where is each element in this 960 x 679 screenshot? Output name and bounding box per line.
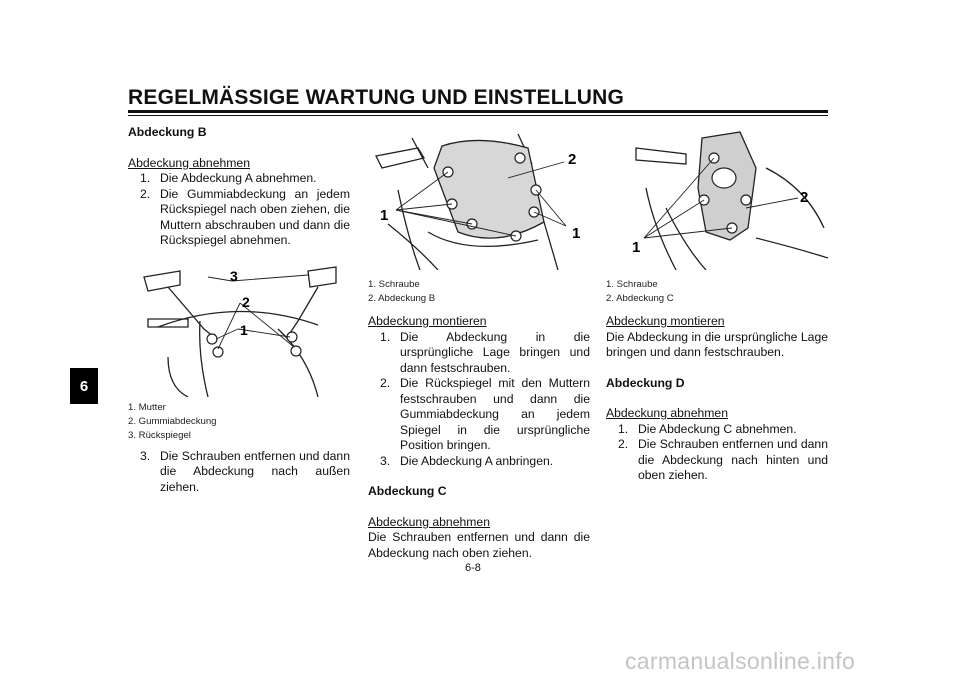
paragraph: Die Abdeckung in die ursprüngliche Lage bringen und dann festschrauben.: [606, 329, 828, 359]
subheading-install: Abdeckung montieren: [606, 314, 725, 328]
callout-2: 2: [800, 189, 809, 206]
subheading-install: Abdeckung montieren: [368, 314, 487, 328]
callout-2: 2: [242, 293, 250, 310]
list-item: 1. Die Abdeckung A abnehmen.: [140, 171, 317, 185]
column-1: [128, 125, 350, 495]
section-heading-cover-b: Abdeckung B: [128, 125, 207, 139]
list-item: 2. Die Schrauben entfernen und dann die Abdeckung nach hinten und oben ziehen.: [618, 437, 828, 482]
list-item: 3. Die Schrauben entfernen und dann die Abdeckung nach außen ziehen.: [140, 448, 350, 494]
figure-cover-b: [368, 128, 590, 270]
list-item: 3. Die Abdeckung A anbringen.: [380, 453, 554, 468]
callout-3: 3: [230, 267, 238, 284]
page-title: REGELMÄSSIGE WARTUNG UND EINSTELLUNG: [128, 86, 625, 109]
figure-caption: 1. Schraube 2. Abdeckung B: [368, 279, 436, 304]
list-item: 1. Die Abdeckung in die ursprüngliche Lage bringen und dann festschrauben.: [380, 329, 590, 375]
callout-1-right: 1: [572, 225, 581, 242]
chapter-tab: 6: [70, 368, 98, 404]
callout-1: 1: [632, 239, 641, 256]
section-heading-cover-c: Abdeckung C: [368, 484, 447, 498]
paragraph: Die Schrauben entfernen und dann die Abdeckung nach oben ziehen.: [368, 530, 590, 560]
figure-caption: 1. Mutter 2. Gummiabdeckung 3. Rückspiegel: [128, 401, 217, 441]
watermark: carmanualsonline.info: [625, 648, 856, 674]
list-item: 1. Die Abdeckung C abnehmen.: [618, 421, 797, 436]
subheading-remove: Abdeckung abnehmen: [606, 406, 728, 420]
section-heading-cover-d: Abdeckung D: [606, 375, 685, 390]
callout-2: 2: [568, 151, 577, 168]
page-number: 6-8: [465, 562, 481, 574]
column-2: [368, 128, 590, 561]
figure-caption: 1. Schraube 2. Abdeckung C: [606, 279, 674, 304]
header-rule-thin: [128, 115, 828, 116]
callout-1: 1: [240, 321, 248, 338]
list-item: 2. Die Gummiabdeckung an jedem Rückspiegel nach oben ziehen, die Muttern abschrauben und dann die Rückspiegel abnehmen.: [140, 186, 350, 247]
header-rule-thick: [128, 110, 828, 113]
figure-cover-c: [606, 128, 828, 270]
callout-1-left: 1: [380, 207, 389, 224]
column-3: [606, 128, 828, 484]
figure-mirror-removal: [128, 257, 350, 397]
list-item: 2. Die Rückspiegel mit den Muttern festschrauben und dann die Gummiabdeckung an jedem Spiegel in die ursprüngliche Position bringen.: [380, 376, 590, 452]
subheading-remove: Abdeckung abnehmen: [368, 514, 490, 529]
subheading-remove: Abdeckung abnehmen: [128, 155, 250, 170]
